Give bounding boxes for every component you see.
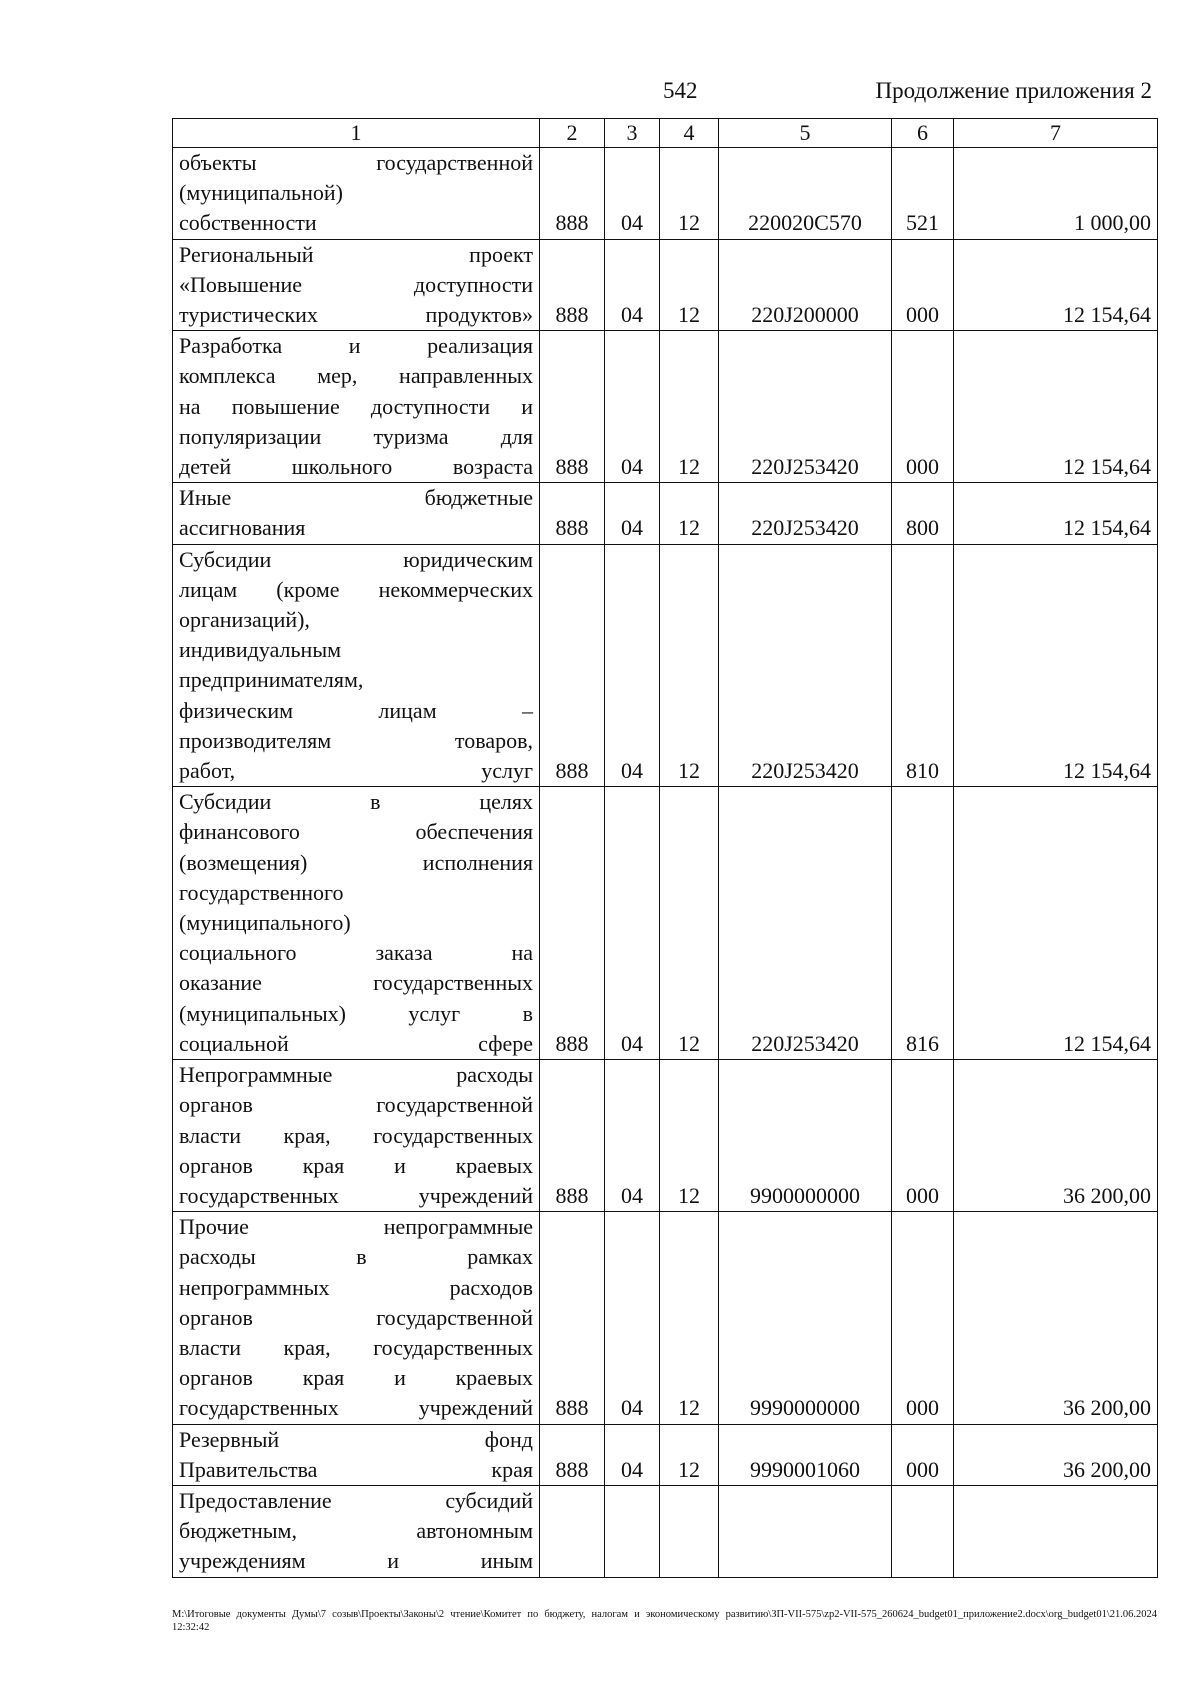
table-row [173, 787, 1158, 1060]
row-name-cell: объекты государственной (муниципальной) собственности [173, 148, 540, 240]
expense-type-cell: 800 [892, 483, 954, 544]
expense-type-cell: 000 [892, 239, 954, 331]
table-row [173, 239, 1158, 331]
page-number: 542 [663, 78, 698, 103]
column-header: 7 [954, 119, 1158, 148]
subsection2-code-cell: 12 [660, 148, 719, 240]
amount-cell: 12 154,64 [954, 544, 1158, 787]
section-code-cell: 888 [540, 1060, 605, 1212]
subsection-code-cell: 04 [605, 331, 660, 483]
continuation-note: Продолжение приложения 2 [875, 78, 1152, 103]
column-header: 5 [719, 119, 892, 148]
target-article-cell: 220J200000 [719, 239, 892, 331]
row-name-cell: Региональный проект «Повышение доступности туристических продуктов» [173, 239, 540, 331]
subsection-code-cell: 04 [605, 1212, 660, 1424]
column-header: 6 [892, 119, 954, 148]
column-header: 2 [540, 119, 605, 148]
row-name-cell: Резервный фонд Правительства края [173, 1424, 540, 1485]
row-name-cell: Прочие непрограммные расходы в рамках непрограммных расходов органов государственной власти края, государственных органов края и краевых государственных учреждений [173, 1212, 540, 1424]
amount-cell: 12 154,64 [954, 787, 1158, 1060]
subsection2-code-cell: 12 [660, 483, 719, 544]
expense-type-cell: 816 [892, 787, 954, 1060]
document-path-footer: M:\Итоговые документы Думы\7 созыв\Проекты\Законы\2 чтение\Комитет по бюджету, налогам и экономическому развитию\ЗП-VII-575\zp2-VII-575_260624_budget01_приложение2.docx\org_budget01\21.06.2024 12:32:42 [172, 1609, 1157, 1633]
subsection2-code-cell: 12 [660, 787, 719, 1060]
amount-cell: 1 000,00 [954, 148, 1158, 240]
expense-type-cell: 521 [892, 148, 954, 240]
subsection2-code-cell: 12 [660, 1212, 719, 1424]
table-row [173, 544, 1158, 787]
amount-cell: 36 200,00 [954, 1060, 1158, 1212]
amount-cell: 12 154,64 [954, 483, 1158, 544]
subsection2-code-cell [660, 1485, 719, 1577]
section-code-cell: 888 [540, 331, 605, 483]
target-article-cell: 220020С570 [719, 148, 892, 240]
subsection-code-cell: 04 [605, 544, 660, 787]
row-name-cell: Субсидии юридическим лицам (кроме некоммерческих организаций), индивидуальным предпринимателям, физическим лицам – производителям товаров, работ, услуг [173, 544, 540, 787]
section-code-cell [540, 1485, 605, 1577]
column-header: 1 [173, 119, 540, 148]
column-header: 4 [660, 119, 719, 148]
subsection-code-cell: 04 [605, 483, 660, 544]
section-code-cell: 888 [540, 1424, 605, 1485]
amount-cell: 12 154,64 [954, 239, 1158, 331]
subsection-code-cell: 04 [605, 1424, 660, 1485]
section-code-cell: 888 [540, 544, 605, 787]
table-header-row [173, 119, 1158, 148]
expense-type-cell: 000 [892, 1060, 954, 1212]
expense-type-cell [892, 1485, 954, 1577]
target-article-cell: 9990001060 [719, 1424, 892, 1485]
section-code-cell: 888 [540, 483, 605, 544]
row-name-cell: Субсидии в целях финансового обеспечения (возмещения) исполнения государственного (муниципального) социального заказа на оказание государственных (муниципальных) услуг в социальной сфере [173, 787, 540, 1060]
section-code-cell: 888 [540, 1212, 605, 1424]
amount-cell: 12 154,64 [954, 331, 1158, 483]
expense-type-cell: 000 [892, 1424, 954, 1485]
amount-cell: 36 200,00 [954, 1212, 1158, 1424]
subsection2-code-cell: 12 [660, 1060, 719, 1212]
table-row [173, 1060, 1158, 1212]
section-code-cell: 888 [540, 787, 605, 1060]
expense-type-cell: 000 [892, 331, 954, 483]
amount-cell: 36 200,00 [954, 1424, 1158, 1485]
target-article-cell: 9900000000 [719, 1060, 892, 1212]
table-row [173, 1485, 1158, 1577]
subsection-code-cell: 04 [605, 239, 660, 331]
target-article-cell: 220J253420 [719, 787, 892, 1060]
column-header: 3 [605, 119, 660, 148]
table-row [173, 483, 1158, 544]
subsection-code-cell [605, 1485, 660, 1577]
target-article-cell: 220J253420 [719, 331, 892, 483]
section-code-cell: 888 [540, 239, 605, 331]
table-row [173, 331, 1158, 483]
target-article-cell: 220J253420 [719, 483, 892, 544]
table-row [173, 1212, 1158, 1424]
expense-type-cell: 810 [892, 544, 954, 787]
subsection-code-cell: 04 [605, 148, 660, 240]
budget-table [172, 118, 1158, 1578]
subsection-code-cell: 04 [605, 787, 660, 1060]
target-article-cell: 220J253420 [719, 544, 892, 787]
amount-cell [954, 1485, 1158, 1577]
subsection2-code-cell: 12 [660, 1424, 719, 1485]
target-article-cell [719, 1485, 892, 1577]
section-code-cell: 888 [540, 148, 605, 240]
target-article-cell: 9990000000 [719, 1212, 892, 1424]
subsection2-code-cell: 12 [660, 239, 719, 331]
subsection-code-cell: 04 [605, 1060, 660, 1212]
row-name-cell: Разработка и реализация комплекса мер, направленных на повышение доступности и популяризации туризма для детей школьного возраста [173, 331, 540, 483]
expense-type-cell: 000 [892, 1212, 954, 1424]
table-row [173, 148, 1158, 240]
subsection2-code-cell: 12 [660, 331, 719, 483]
subsection2-code-cell: 12 [660, 544, 719, 787]
row-name-cell: Предоставление субсидий бюджетным, автономным учреждениям и иным [173, 1485, 540, 1577]
row-name-cell: Иные бюджетные ассигнования [173, 483, 540, 544]
row-name-cell: Непрограммные расходы органов государственной власти края, государственных органов края и краевых государственных учреждений [173, 1060, 540, 1212]
table-row [173, 1424, 1158, 1485]
